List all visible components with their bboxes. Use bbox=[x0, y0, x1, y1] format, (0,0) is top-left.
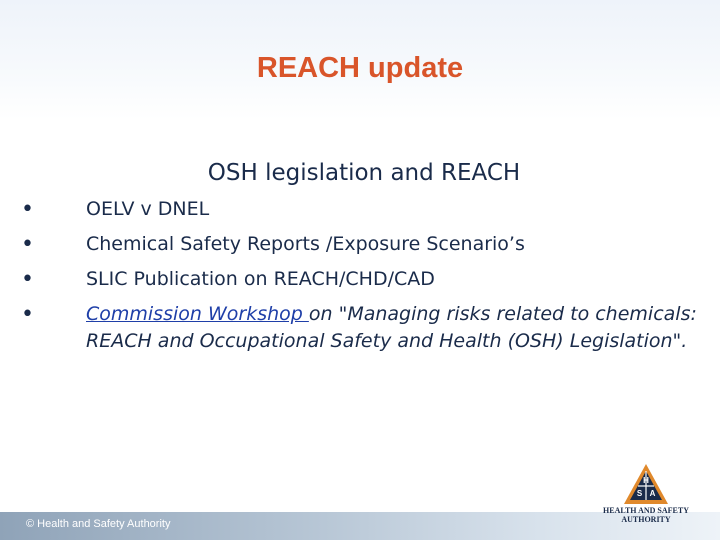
bullet-text: OELV v DNEL bbox=[86, 198, 210, 220]
bullet-icon: • bbox=[21, 232, 34, 257]
bullet-list bbox=[14, 196, 704, 363]
logo-letter-a: A bbox=[649, 489, 656, 498]
bullet-item bbox=[14, 196, 704, 223]
bullet-icon: • bbox=[21, 197, 34, 222]
logo-line-1: HEALTH AND SAFETY bbox=[603, 506, 689, 515]
bullet-text: SLIC Publication on REACH/CHD/CAD bbox=[86, 268, 435, 290]
bullet-icon: • bbox=[21, 302, 34, 327]
bullet-icon: • bbox=[21, 267, 34, 292]
bullet-item bbox=[14, 301, 704, 355]
logo-letter-h: H bbox=[643, 476, 649, 485]
bullet-text: on "Managing risks related to chemicals: REACH and Occupational Safety and Health (OSH) Legislation". bbox=[86, 303, 697, 352]
bullet-item bbox=[14, 266, 704, 293]
bullet-text: Chemical Safety Reports /Exposure Scenario’s bbox=[86, 233, 525, 255]
footer-copyright: © Health and Safety Authority bbox=[26, 518, 171, 530]
logo-line-2: AUTHORITY bbox=[621, 515, 671, 524]
bullet-item bbox=[14, 231, 704, 258]
slide-subtitle: OSH legislation and REACH bbox=[207, 160, 521, 186]
logo-letter-s: S bbox=[636, 489, 643, 498]
commission-workshop-link[interactable]: Commission Workshop bbox=[86, 303, 309, 325]
slide-title: REACH update bbox=[256, 52, 464, 84]
